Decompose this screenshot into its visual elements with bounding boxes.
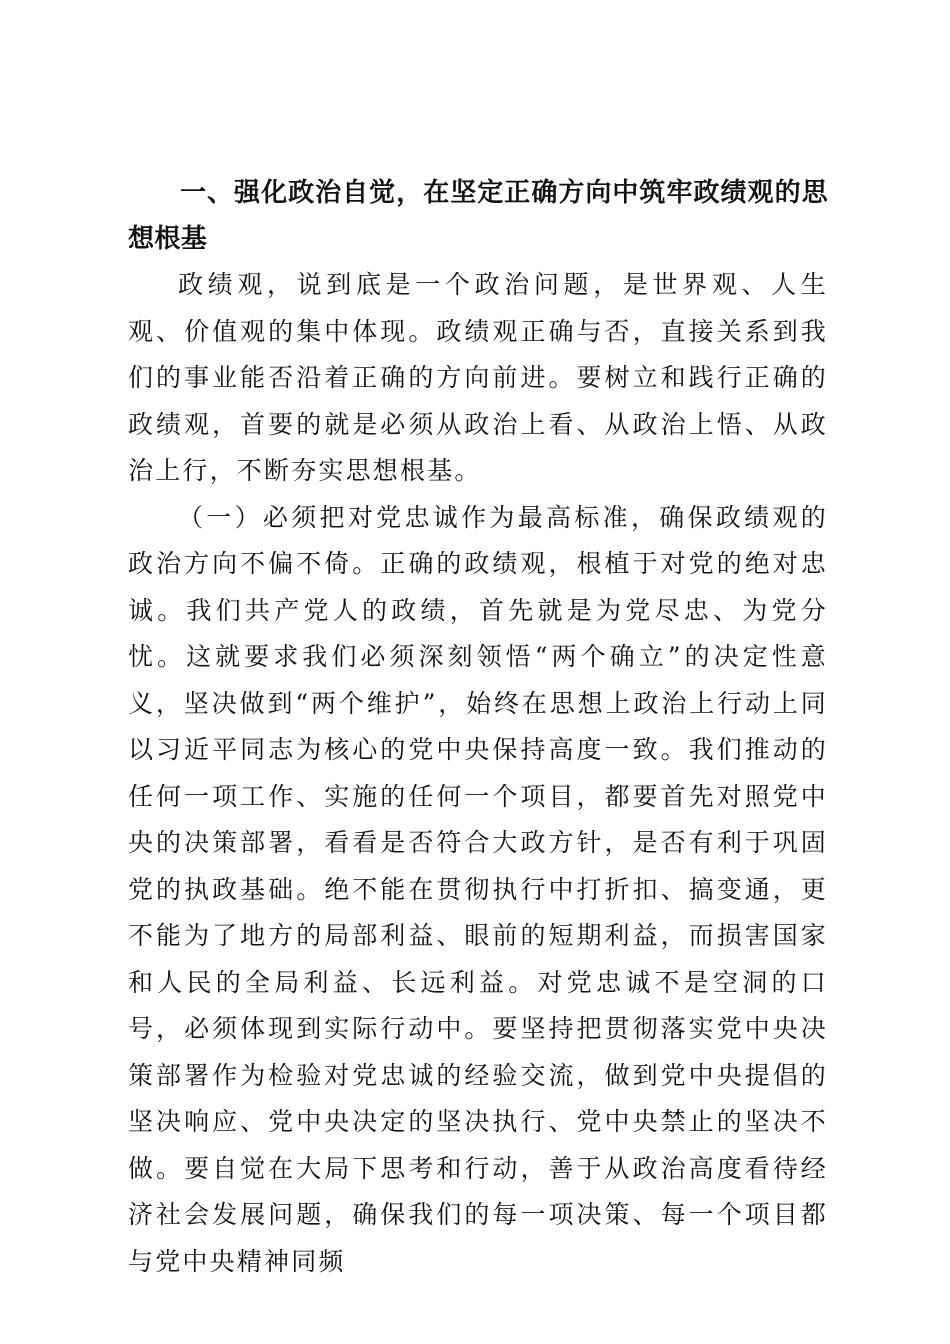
paragraph-2-lead: （一）必须把对党忠诚作为最高标准，确保政绩观的政治方向不偏不倚。 <box>128 502 828 578</box>
paragraph-1 <box>128 262 828 495</box>
section-heading: 一、强化政治自觉，在坚定正确方向中筑牢政绩观的思想根基 <box>128 178 828 254</box>
paragraph-1-text: 政绩观，说到底是一个政治问题，是世界观、人生观、价值观的集中体现。政绩观正确与否，直接关系到我们的事业能否沿着正确的方向前进。要树立和践行正确的政绩观，首要的就是必须从政治上看、从政治上悟、从政治上行，不断夯实思想根基。 <box>128 270 828 485</box>
paragraph-2 <box>128 495 828 1286</box>
paragraph-2-text: 正确的政绩观，根植于对党的绝对忠诚。我们共产党人的政绩，首先就是为党尽忠、为党分忧。这就要求我们必须深刻领悟“两个确立”的决定性意义，坚决做到“两个维护”，始终在思想上政治上行动上同以习近平同志为核心的党中央保持高度一致。我们推动的任何一项工作、实施的任何一个项目，都要首先对照党中央的决策部署，看看是否符合大政方针，是否有利于巩固党的执政基础。绝不能在贯彻执行中打折扣、搞变通，更不能为了地方的局部利益、眼前的短期利益，而损害国家和人民的全局利益、长远利益。对党忠诚不是空洞的口号，必须体现到实际行动中。要坚持把贯彻落实党中央决策部署作为检验对党忠诚的经验交流，做到党中央提倡的坚决响应、党中央决定的坚决执行、党中央禁止的坚决不做。要自觉在大局下思考和行动，善于从政治高度看待经济社会发展问题，确保我们的每一项决策、每一个项目都与党中央精神同频 <box>128 549 828 1276</box>
document-body <box>128 170 828 1285</box>
